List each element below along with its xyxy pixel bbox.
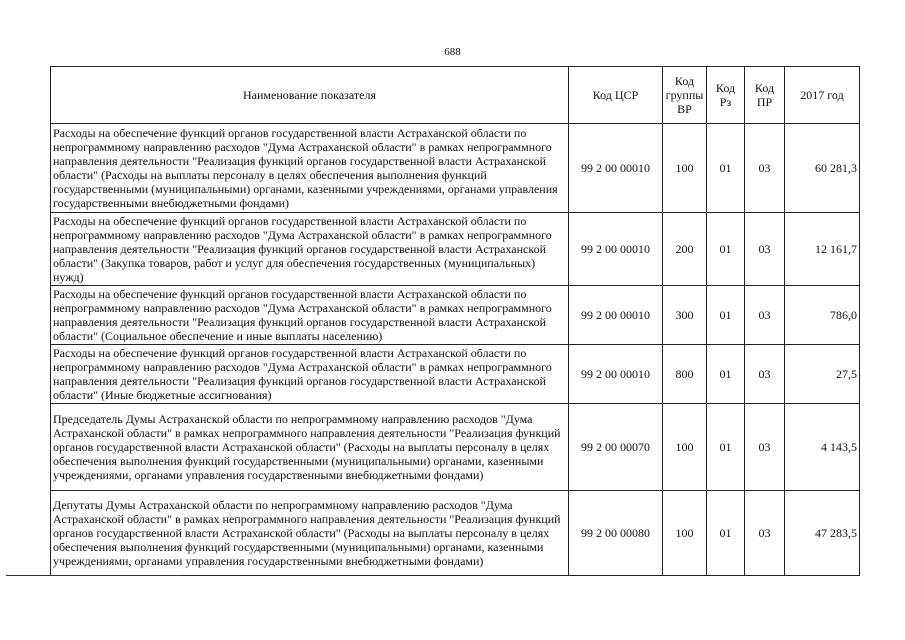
header-year: 2017 год <box>785 67 860 124</box>
scan-artifact-line <box>6 575 181 576</box>
header-vr-code: Код группы ВР <box>663 67 707 124</box>
row-name: Расходы на обеспечение функций органов государственной власти Астраханской области по непрограммному направлению расходов "Дума Астраханской области" в рамках непрограммного направления деятельности "Реализация функций органов государственной власти Астраханской области" (Иные бюджетные ассигнования) <box>51 345 569 404</box>
header-name: Наименование показателя <box>51 67 569 124</box>
row-name: Расходы на обеспечение функций органов государственной власти Астраханской области по непрограммному направлению расходов "Дума Астраханской области" в рамках непрограммного направления деятельности "Реализация функций органов государственной власти Астраханской области" (Расходы на выплаты персоналу в целях обеспечения выполнения функций государственными (муниципальными) органами, казенными учреждениями, органами управления государственными внебюджетными фондами) <box>51 124 569 213</box>
row-pr-code: 03 <box>745 345 785 404</box>
row-amount: 27,5 <box>785 345 860 404</box>
row-csr-code: 99 2 00 00080 <box>569 491 663 576</box>
table-row <box>51 404 860 491</box>
table-row <box>51 213 860 286</box>
row-vr-code: 100 <box>663 404 707 491</box>
row-rz-code: 01 <box>707 286 745 345</box>
row-rz-code: 01 <box>707 124 745 213</box>
row-pr-code: 03 <box>745 213 785 286</box>
row-pr-code: 03 <box>745 404 785 491</box>
row-name: Председатель Думы Астраханской области по непрограммному направлению расходов "Дума Астраханской области" в рамках непрограммного направления деятельности "Реализация функций органов государственной власти Астраханской области" (Расходы на выплаты персоналу в целях обеспечения выполнения функций государственными (муниципальными) органами, казенными учреждениями, органами управления государственными внебюджетными фондами) <box>51 404 569 491</box>
row-amount: 60 281,3 <box>785 124 860 213</box>
row-vr-code: 100 <box>663 491 707 576</box>
row-csr-code: 99 2 00 00070 <box>569 404 663 491</box>
row-rz-code: 01 <box>707 404 745 491</box>
row-amount: 4 143,5 <box>785 404 860 491</box>
row-rz-code: 01 <box>707 213 745 286</box>
budget-table <box>50 66 860 576</box>
header-csr-code: Код ЦСР <box>569 67 663 124</box>
table-row <box>51 124 860 213</box>
row-name: Депутаты Думы Астраханской области по непрограммному направлению расходов "Дума Астраханской области" в рамках непрограммного направления деятельности "Реализация функций органов государственной власти Астраханской области" (Расходы на выплаты персоналу в целях обеспечения выполнения функций государственными (муниципальными) органами, казенными учреждениями, органами управления государственными внебюджетными фондами) <box>51 491 569 576</box>
row-csr-code: 99 2 00 00010 <box>569 213 663 286</box>
row-name: Расходы на обеспечение функций органов государственной власти Астраханской области по непрограммному направлению расходов "Дума Астраханской области" в рамках непрограммного направления деятельности "Реализация функций органов государственной власти Астраханской области" (Социальное обеспечение и иные выплаты населению) <box>51 286 569 345</box>
row-amount: 47 283,5 <box>785 491 860 576</box>
row-vr-code: 300 <box>663 286 707 345</box>
row-pr-code: 03 <box>745 124 785 213</box>
row-csr-code: 99 2 00 00010 <box>569 345 663 404</box>
row-pr-code: 03 <box>745 491 785 576</box>
row-vr-code: 100 <box>663 124 707 213</box>
row-rz-code: 01 <box>707 345 745 404</box>
row-amount: 12 161,7 <box>785 213 860 286</box>
row-csr-code: 99 2 00 00010 <box>569 124 663 213</box>
table-row <box>51 491 860 576</box>
row-pr-code: 03 <box>745 286 785 345</box>
row-amount: 786,0 <box>785 286 860 345</box>
row-csr-code: 99 2 00 00010 <box>569 286 663 345</box>
row-name: Расходы на обеспечение функций органов государственной власти Астраханской области по непрограммному направлению расходов "Дума Астраханской области" в рамках непрограммного направления деятельности "Реализация функций органов государственной власти Астраханской области" (Закупка товаров, работ и услуг для обеспечения государственных (муниципальных) нужд) <box>51 213 569 286</box>
header-pr-code: Код ПР <box>745 67 785 124</box>
table-row <box>51 286 860 345</box>
header-rz-code: Код Рз <box>707 67 745 124</box>
row-vr-code: 800 <box>663 345 707 404</box>
table-header-row <box>51 67 860 124</box>
row-vr-code: 200 <box>663 213 707 286</box>
page-number: 688 <box>444 46 461 58</box>
row-rz-code: 01 <box>707 491 745 576</box>
table-row <box>51 345 860 404</box>
